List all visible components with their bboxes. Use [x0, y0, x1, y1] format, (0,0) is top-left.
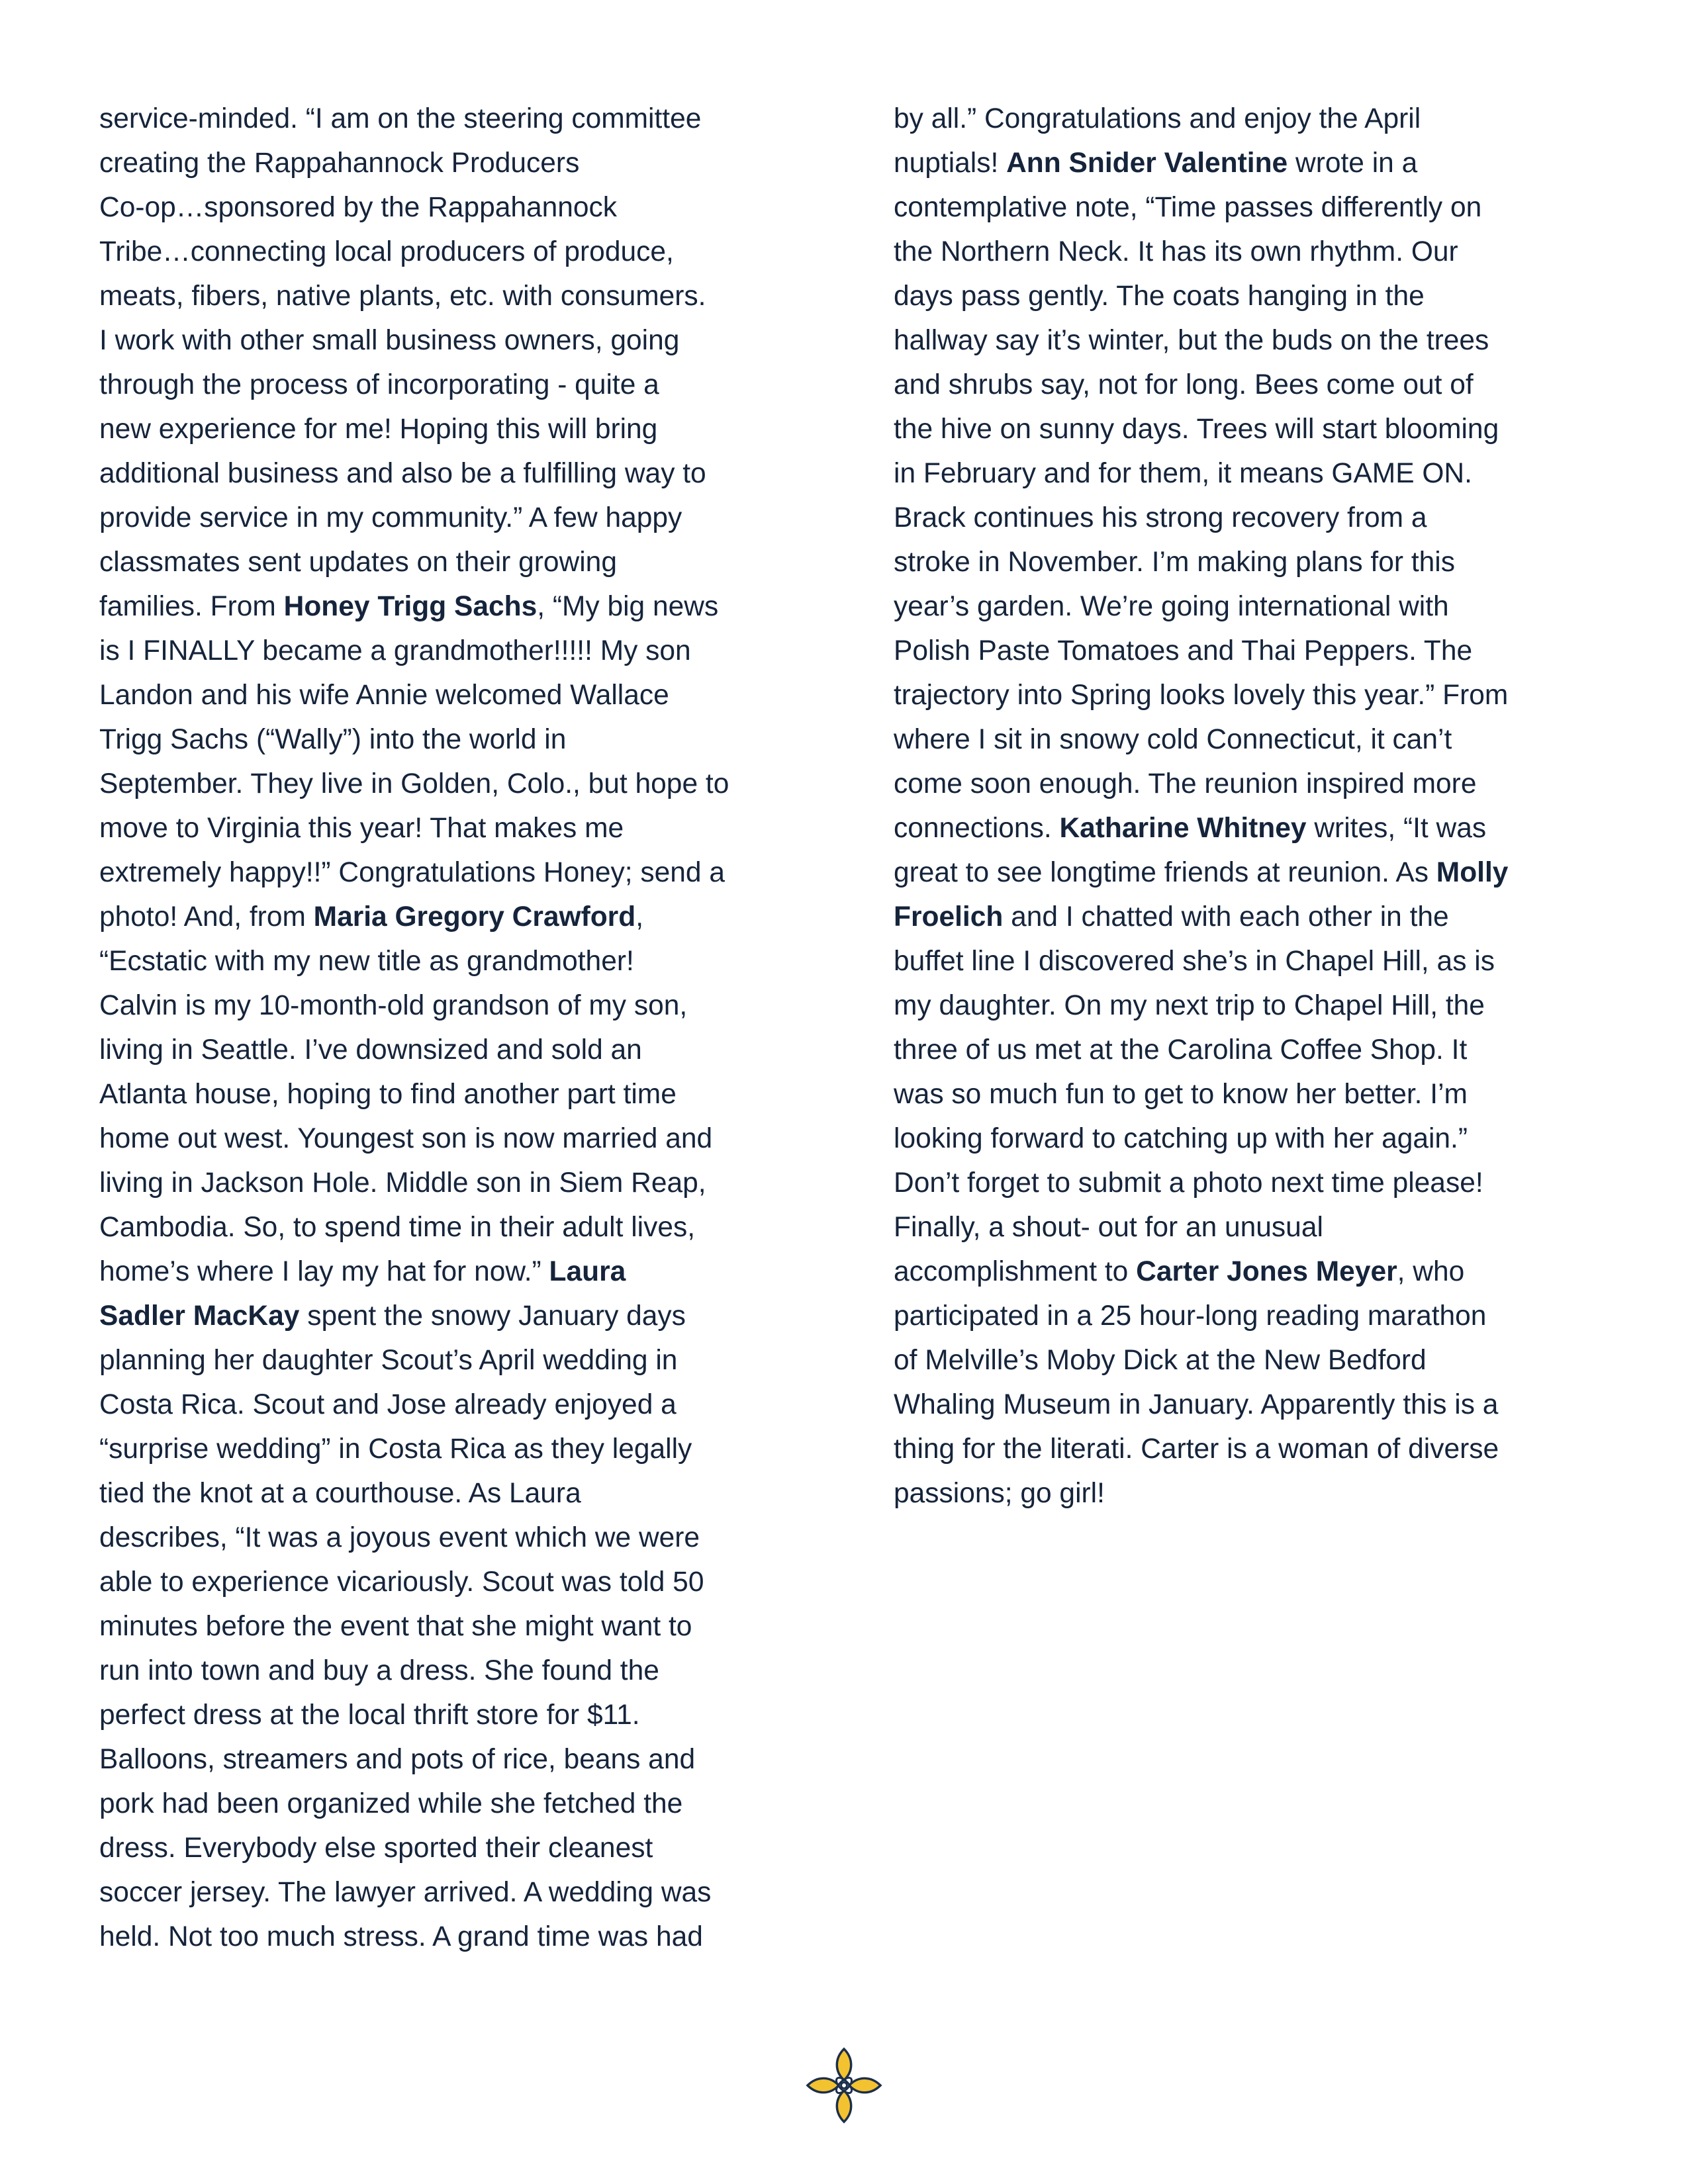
text-line — [894, 1427, 1609, 1471]
text-segment: minutes before the event that she might want to — [99, 1611, 692, 1642]
text-segment: Landon and his wife Annie welcomed Wallace — [99, 680, 669, 711]
text-line — [99, 584, 811, 629]
text-segment: through the process of incorporating - quite a — [99, 369, 659, 400]
text-line — [894, 363, 1609, 407]
text-segment: by all.” Congratulations and enjoy the April — [894, 103, 1421, 134]
text-segment: planning her daughter Scout’s April wedding in — [99, 1345, 678, 1376]
text-segment: Whaling Museum in January. Apparently this is a — [894, 1389, 1499, 1420]
classmate-name: Sadler MacKay — [99, 1300, 300, 1332]
text-line — [894, 1028, 1609, 1072]
text-line — [99, 185, 811, 230]
text-line — [894, 584, 1609, 629]
text-line — [894, 1116, 1609, 1161]
text-line — [99, 1427, 811, 1471]
text-line — [99, 97, 811, 141]
text-line — [99, 806, 811, 850]
four-petal-knot-icon — [805, 2046, 883, 2124]
text-line — [99, 1471, 811, 1516]
text-line — [894, 895, 1609, 939]
text-segment: days pass gently. The coats hanging in the — [894, 281, 1425, 312]
classmate-name: Carter Jones Meyer — [1136, 1256, 1397, 1287]
text-segment: Balloons, streamers and pots of rice, beans and — [99, 1744, 696, 1775]
text-segment: of Melville’s Moby Dick at the New Bedford — [894, 1345, 1427, 1376]
text-line — [99, 230, 811, 274]
text-segment: run into town and buy a dress. She found the — [99, 1655, 659, 1686]
text-segment: is I FINALLY became a grandmother!!!!! My son — [99, 635, 691, 666]
text-segment: describes, “It was a joyous event which we were — [99, 1522, 700, 1553]
text-line — [99, 1294, 811, 1338]
text-segment: soccer jersey. The lawyer arrived. A wedding was — [99, 1877, 712, 1908]
text-segment: September. They live in Golden, Colo., but hope to — [99, 768, 729, 799]
text-segment: home out west. Youngest son is now married and — [99, 1123, 713, 1154]
text-line — [894, 496, 1609, 540]
text-line — [99, 850, 811, 895]
text-line — [99, 1560, 811, 1604]
text-line — [99, 717, 811, 762]
classmate-name: Ann Snider Valentine — [1006, 148, 1288, 179]
text-line — [894, 673, 1609, 717]
text-segment: additional business and also be a fulfilling way to — [99, 458, 706, 489]
text-line — [894, 230, 1609, 274]
text-line — [894, 1471, 1609, 1516]
text-segment: wrote in a — [1288, 148, 1418, 179]
text-segment: living in Seattle. I’ve downsized and sold an — [99, 1034, 642, 1066]
text-segment: creating the Rappahannock Producers — [99, 148, 580, 179]
text-segment: Co-op…sponsored by the Rappahannock — [99, 192, 618, 223]
text-line — [99, 318, 811, 363]
text-segment: extremely happy!!” Congratulations Honey; send a — [99, 857, 725, 888]
classmate-name: Katharine Whitney — [1059, 813, 1307, 844]
text-segment: , who — [1397, 1256, 1465, 1287]
text-segment: connections. — [894, 813, 1060, 844]
text-segment: meats, fibers, native plants, etc. with consumers. — [99, 281, 706, 312]
text-line — [894, 806, 1609, 850]
text-segment: thing for the literati. Carter is a woman of diverse — [894, 1433, 1499, 1465]
text-segment: Finally, a shout- out for an unusual — [894, 1212, 1323, 1243]
text-segment: , “My big news — [537, 591, 719, 622]
text-line — [99, 363, 811, 407]
text-segment: Polish Paste Tomatoes and Thai Peppers. The — [894, 635, 1473, 666]
text-segment: photo! And, from — [99, 901, 314, 933]
text-line — [894, 97, 1609, 141]
text-line — [894, 1338, 1609, 1383]
text-line — [99, 1604, 811, 1649]
text-segment: Brack continues his strong recovery from a — [894, 502, 1427, 533]
text-segment: tied the knot at a courthouse. As Laura — [99, 1478, 581, 1509]
text-line — [99, 895, 811, 939]
text-line — [99, 1161, 811, 1205]
text-line — [99, 1516, 811, 1560]
text-line — [894, 1294, 1609, 1338]
text-line — [99, 1737, 811, 1782]
text-segment: Costa Rica. Scout and Jose already enjoyed a — [99, 1389, 677, 1420]
text-segment: my daughter. On my next trip to Chapel Hill, the — [894, 990, 1485, 1021]
text-segment: , — [635, 901, 643, 933]
text-line — [99, 1782, 811, 1826]
classmate-name: Laura — [549, 1256, 626, 1287]
text-segment: in February and for them, it means GAME ON. — [894, 458, 1472, 489]
text-segment: was so much fun to get to know her better. I’m — [894, 1079, 1468, 1110]
text-segment: families. From — [99, 591, 284, 622]
text-segment: passions; go girl! — [894, 1478, 1105, 1509]
text-segment: and shrubs say, not for long. Bees come out of — [894, 369, 1474, 400]
text-segment: nuptials! — [894, 148, 1007, 179]
text-line — [99, 673, 811, 717]
text-segment: provide service in my community.” A few happy — [99, 502, 682, 533]
text-segment: where I sit in snowy cold Connecticut, it can’t — [894, 724, 1452, 755]
text-line — [99, 1338, 811, 1383]
text-segment: Calvin is my 10-month-old grandson of my son, — [99, 990, 688, 1021]
text-segment: Trigg Sachs (“Wally”) into the world in — [99, 724, 567, 755]
text-line — [894, 717, 1609, 762]
text-segment: Cambodia. So, to spend time in their adult lives, — [99, 1212, 696, 1243]
text-segment: able to experience vicariously. Scout was told 50 — [99, 1567, 704, 1598]
text-segment: year’s garden. We’re going international with — [894, 591, 1449, 622]
text-line — [99, 1250, 811, 1294]
text-segment: buffet line I discovered she’s in Chapel Hill, as is — [894, 946, 1495, 977]
text-line — [894, 540, 1609, 584]
text-line — [99, 1116, 811, 1161]
text-segment: writes, “It was — [1306, 813, 1487, 844]
text-segment: dress. Everybody else sported their cleanest — [99, 1833, 653, 1864]
text-line — [894, 629, 1609, 673]
text-segment: stroke in November. I’m making plans for this — [894, 547, 1455, 578]
text-segment: move to Virginia this year! That makes me — [99, 813, 624, 844]
text-line — [894, 1072, 1609, 1116]
text-line — [894, 1383, 1609, 1427]
text-segment: classmates sent updates on their growing — [99, 547, 617, 578]
text-line — [894, 451, 1609, 496]
text-segment: three of us met at the Carolina Coffee Shop. It — [894, 1034, 1468, 1066]
text-segment: spent the snowy January days — [299, 1300, 686, 1332]
text-segment: perfect dress at the local thrift store for $11. — [99, 1700, 640, 1731]
text-segment: trajectory into Spring looks lovely this year.” From — [894, 680, 1509, 711]
text-line — [99, 1028, 811, 1072]
text-line — [99, 141, 811, 185]
text-line — [99, 939, 811, 983]
text-line — [894, 939, 1609, 983]
text-line — [99, 1915, 811, 1959]
text-line — [99, 407, 811, 451]
text-segment: contemplative note, “Time passes differently on — [894, 192, 1482, 223]
text-line — [894, 185, 1609, 230]
classmate-name: Froelich — [894, 901, 1004, 933]
text-segment: Don’t forget to submit a photo next time please! — [894, 1167, 1483, 1199]
classmate-name: Molly — [1436, 857, 1509, 888]
text-segment: Atlanta house, hoping to find another part time — [99, 1079, 677, 1110]
text-line — [99, 762, 811, 806]
text-segment: the Northern Neck. It has its own rhythm. Our — [894, 236, 1458, 267]
text-segment: hallway say it’s winter, but the buds on the trees — [894, 325, 1489, 356]
left-text-column — [99, 97, 811, 1959]
text-line — [99, 1383, 811, 1427]
text-segment: new experience for me! Hoping this will bring — [99, 414, 658, 445]
text-line — [99, 1693, 811, 1737]
text-line — [99, 1072, 811, 1116]
text-segment: “Ecstatic with my new title as grandmother! — [99, 946, 634, 977]
text-segment: looking forward to catching up with her again.” — [894, 1123, 1468, 1154]
text-segment: come soon enough. The reunion inspired more — [894, 768, 1477, 799]
text-line — [99, 983, 811, 1028]
text-segment: great to see longtime friends at reunion. As — [894, 857, 1436, 888]
text-line — [99, 451, 811, 496]
text-line — [894, 274, 1609, 318]
text-segment: service-minded. “I am on the steering committee — [99, 103, 702, 134]
text-line — [894, 850, 1609, 895]
text-line — [894, 762, 1609, 806]
text-segment: and I chatted with each other in the — [1003, 901, 1449, 933]
text-segment: living in Jackson Hole. Middle son in Siem Reap, — [99, 1167, 706, 1199]
text-line — [894, 983, 1609, 1028]
text-line — [894, 1161, 1609, 1205]
text-segment: pork had been organized while she fetched the — [99, 1788, 683, 1819]
text-segment: the hive on sunny days. Trees will start blooming — [894, 414, 1499, 445]
text-segment: I work with other small business owners, going — [99, 325, 680, 356]
classmate-name: Maria Gregory Crawford — [313, 901, 636, 933]
text-segment: “surprise wedding” in Costa Rica as they legally — [99, 1433, 692, 1465]
text-line — [99, 496, 811, 540]
text-line — [894, 407, 1609, 451]
text-line — [99, 1649, 811, 1693]
text-line — [894, 1250, 1609, 1294]
text-segment: participated in a 25 hour-long reading marathon — [894, 1300, 1487, 1332]
text-line — [894, 141, 1609, 185]
text-segment: Tribe…connecting local producers of produce, — [99, 236, 674, 267]
classmate-name: Honey Trigg Sachs — [283, 591, 538, 622]
text-segment: held. Not too much stress. A grand time was had — [99, 1921, 703, 1952]
text-line — [99, 1870, 811, 1915]
text-segment: home’s where I lay my hat for now.” — [99, 1256, 549, 1287]
text-line — [894, 1205, 1609, 1250]
text-line — [99, 1205, 811, 1250]
text-line — [99, 274, 811, 318]
text-segment: accomplishment to — [894, 1256, 1137, 1287]
text-line — [99, 540, 811, 584]
text-line — [99, 629, 811, 673]
right-text-column — [894, 97, 1609, 1516]
text-line — [894, 318, 1609, 363]
text-line — [99, 1826, 811, 1870]
